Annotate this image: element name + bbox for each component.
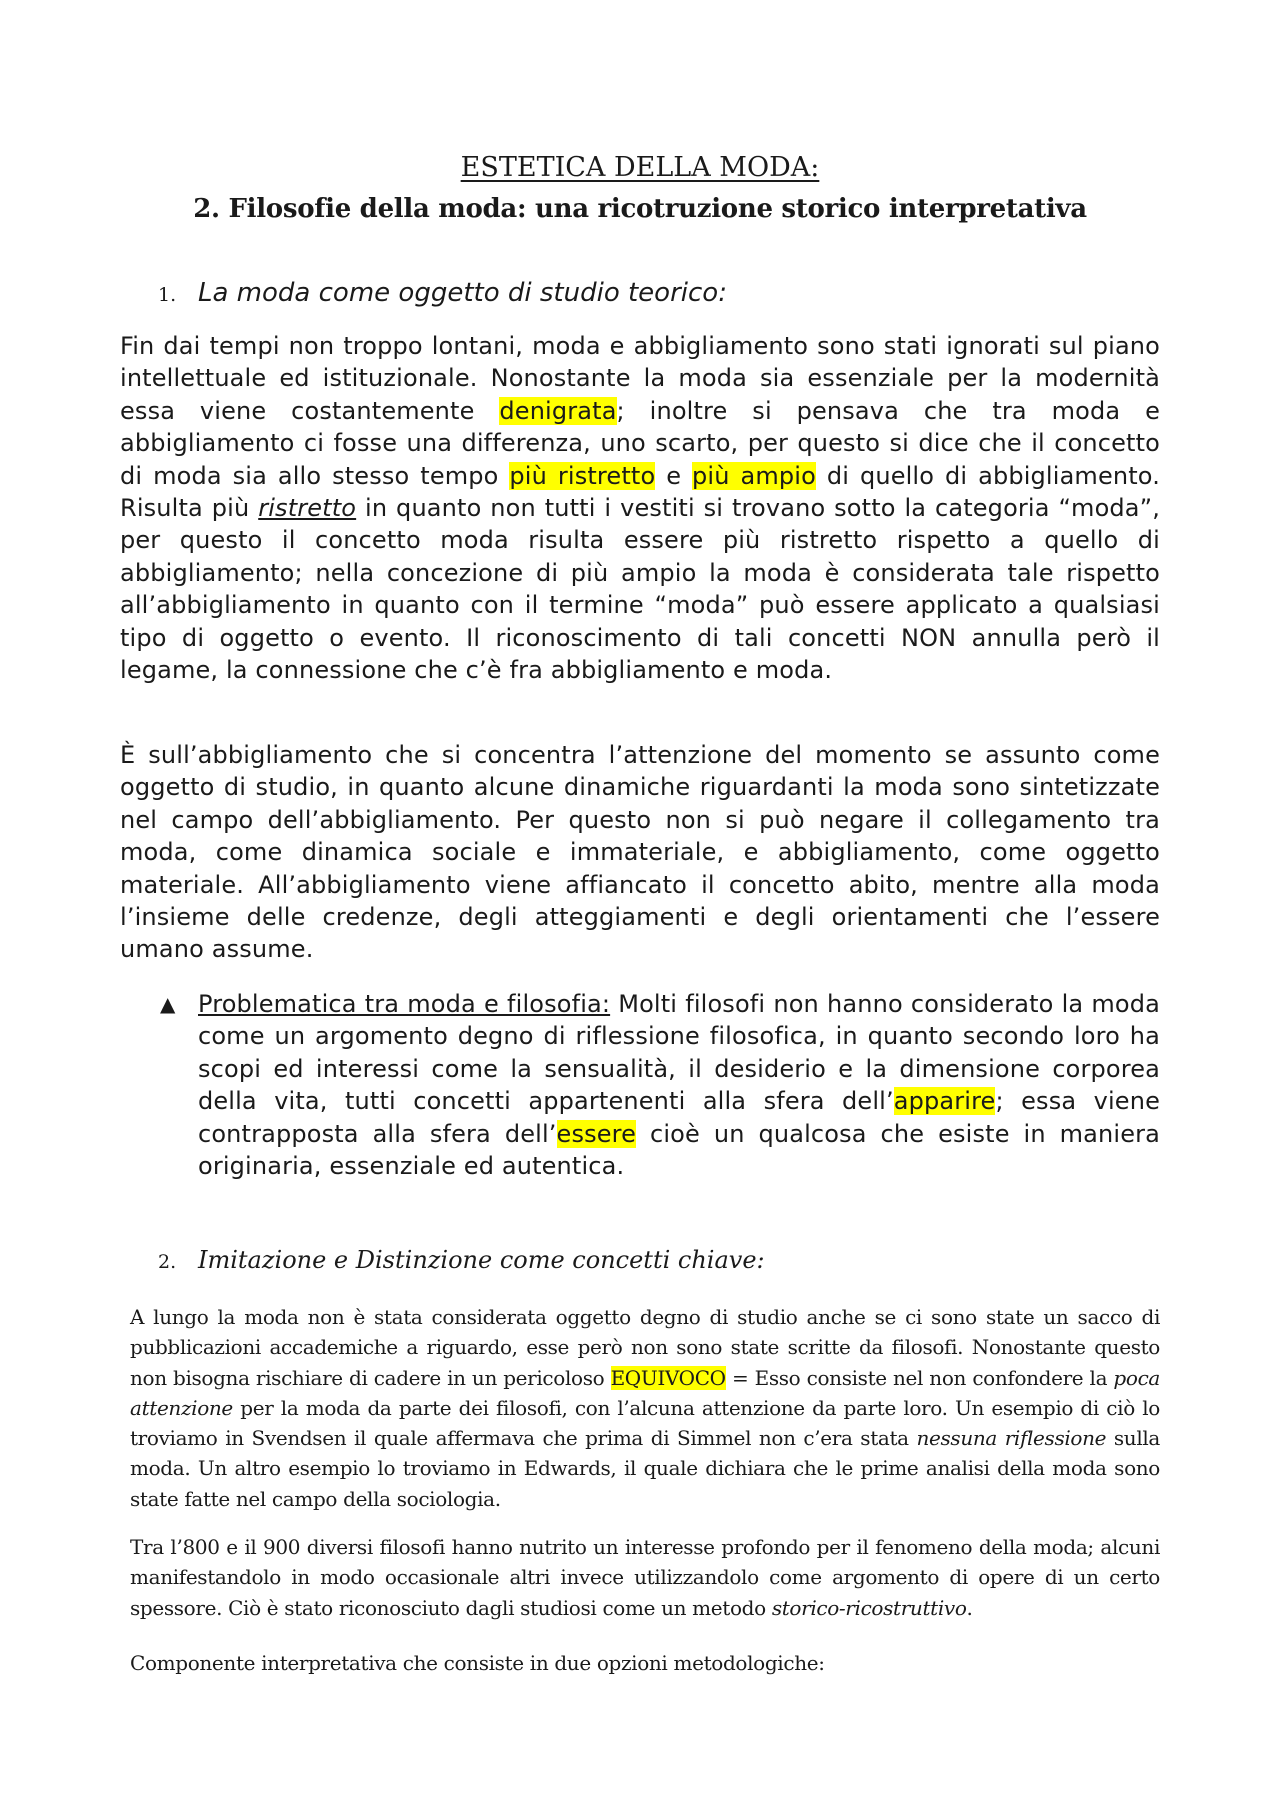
course-title: ESTETICA DELLA MODA: [460,152,820,183]
highlight-equivoco: EQUIVOCO [610,1365,726,1390]
section-1-number: 1. [158,284,177,306]
section-1-paragraph-1: Fin dai tempi non troppo lontani, moda e abbigliamento sono stati ignorati sul piano intellettuale ed istituzionale. Nonostante la moda sia essenziale per la modernità essa viene costantemente denigrata; inoltre si pensava che tra moda e abbigliamento ci fosse una differenza, uno scarto, per questo si dice che il concetto di moda sia allo stesso tempo più ristretto e più ampio di quello di abbigliamento. Risulta più ristretto in quanto non tutti i vestiti si trovano sotto la categoria “moda”, per questo il concetto moda risulta essere più ristretto rispetto a quello di abbigliamento; nella concezione di più ampio la moda è considerata tale rispetto all’abbigliamento in quanto con il termine “moda” può essere applicato a qualsiasi tipo di oggetto o evento. Il riconoscimento di tali concetti NON annulla però il legame, la connessione che c’è fra abbigliamento e moda. [120,332,1161,685]
highlight-piu-ampio: più ampio [692,461,816,490]
chapter-title: 2. Filosofie della moda: una ricotruzione storico interpretativa [193,194,1087,224]
section-2-paragraph-2: Tra l’800 e il 900 diversi filosofi hanno nutrito un interesse profondo per il fenomeno della moda; alcuni manifestandolo in modo occasionale altri invece utilizzandolo come argomento di opere di un certo spessore. Ciò è stato riconosciuto dagli studiosi come un metodo storico-ricostruttivo. [130,1535,1160,1620]
bullet-text: Problematica tra moda e filosofia: Molti filosofi non hanno considerato la moda come un argomento degno di riflessione filosofica, in quanto secondo loro ha scopi ed interessi come la sensualità, il desiderio e la dimensione corporea della vita, tutti concetti appartenenti alla sfera dell’apparire; essa viene contrapposta alla sfera dell’essere cioè un qualcosa che esiste in maniera originaria, essenziale ed autentica. [198,990,1161,1181]
section-2-number: 2. [158,1251,177,1273]
emphasis-nessuna-riflessione: nessuna riflessione [916,1426,1107,1451]
section-2-heading [158,1246,1158,1274]
section-1-heading-text: La moda come oggetto di studio teorico: [198,278,727,308]
section-2-paragraph-1: A lungo la moda non è stata considerata oggetto degno di studio anche se ci sono state un sacco di pubblicazioni accademiche a riguardo, esse però non sono state scritte da filosofi. Nonostante questo non bisogna rischiare di cadere in un pericoloso EQUIVOCO = Esso consiste nel non confondere la poca attenzione per la moda da parte dei filosofi, con l’alcuna attenzione da parte loro. Un esempio di ciò lo troviamo in Svendsen il quale affermava che prima di Simmel non c’era stata nessuna riflessione sulla moda. Un altro esempio lo troviamo in Edwards, il quale dichiara che le prime analisi della moda sono state fatte nel campo della sociologia. [130,1305,1160,1511]
section-1-heading [158,278,1158,308]
bullet-label: Problematica tra moda e filosofia: [198,990,611,1018]
section-2-heading-text: Imitazione e Distinzione come concetti chiave: [198,1246,765,1274]
section-1-paragraph-2: È sull’abbigliamento che si concentra l’attenzione del momento se assunto come oggetto di studio, in quanto alcune dinamiche riguardanti la moda sono sintetizzate nel campo dell’abbigliamento. Per questo non si può negare il collegamento tra moda, come dinamica sociale e immateriale, e abbigliamento, come oggetto materiale. All’abbigliamento viene affiancato il concetto abito, mentre alla moda l’insieme delle credenze, degli atteggiamenti e degli orientamenti che l’essere umano assume. [120,741,1160,964]
emphasis-storico-ricostruttivo: storico-ricostruttivo [771,1595,967,1620]
highlight-apparire: apparire [893,1087,996,1116]
section-2-paragraph-3: Componente interpretativa che consiste in due opzioni metodologiche: [130,1651,825,1675]
emphasis-poca-attenzione: poca attenzione [130,1365,1160,1420]
emphasis-ristretto: ristretto [258,494,357,523]
triangle-bullet-icon: ▲ [160,992,176,1016]
highlight-denigrata: denigrata [499,396,617,425]
highlight-piu-ristretto: più ristretto [509,461,656,490]
highlight-essere: essere [556,1119,637,1148]
